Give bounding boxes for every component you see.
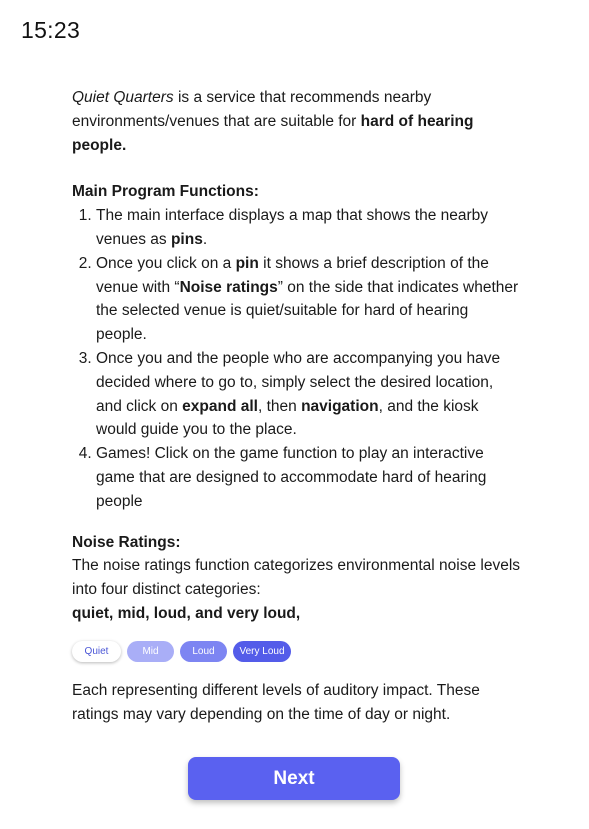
list-item-text: it shows a brief description of the venue with “ bbox=[96, 254, 489, 296]
intro-emphasis: hard of hearing people. bbox=[72, 112, 474, 154]
noise-rating-chips bbox=[72, 641, 522, 662]
noise-categories bbox=[72, 602, 522, 626]
list-item bbox=[96, 252, 522, 347]
intro-paragraph bbox=[72, 86, 522, 157]
list-item bbox=[96, 204, 522, 252]
list-item-text: , then bbox=[257, 397, 302, 415]
list-item-emphasis: pin bbox=[235, 254, 259, 272]
status-bar-time: 15:23 bbox=[21, 17, 81, 43]
chip-loud: Loud bbox=[180, 641, 227, 662]
list-item-text: Once you and the people who are accompanying you have decided where to go to, simply select the desired location, and click on bbox=[96, 349, 501, 415]
list-item-text: The main interface displays a map that shows the nearby venues as bbox=[96, 207, 489, 248]
list-item-emphasis: pins bbox=[170, 230, 203, 248]
intro-text: is a service that recommends nearby environments/venues that are suitable for bbox=[72, 89, 432, 130]
chip-quiet: Quiet bbox=[72, 641, 121, 662]
list-item-text: Games! Click on the game function to play an interactive game that are designed to accommodate hard of hearing people bbox=[96, 445, 487, 510]
list-item-text: ” on the side that indicates whether the selected venue is quiet/suitable for hard of hearing people. bbox=[96, 278, 519, 344]
chip-mid: Mid bbox=[127, 641, 174, 662]
list-item-text: , and the kiosk would guide you to the place. bbox=[96, 397, 479, 439]
chip-very-loud: Very Loud bbox=[233, 641, 291, 662]
list-item-text: Once you click on a bbox=[96, 254, 236, 272]
noise-ratings-footer: Each representing different levels of auditory impact. These ratings may vary depending on the time of day or night. bbox=[72, 681, 480, 723]
list-item-emphasis: navigation bbox=[301, 397, 379, 415]
functions-heading: Main Program Functions: bbox=[72, 183, 259, 201]
noise-ratings-heading: Noise Ratings: bbox=[72, 533, 181, 551]
noise-categories-tail: , bbox=[295, 604, 301, 622]
service-name: Quiet Quarters bbox=[72, 89, 174, 106]
list-item bbox=[96, 347, 522, 442]
list-item-emphasis: Noise ratings bbox=[179, 278, 278, 296]
list-item-emphasis: expand all bbox=[182, 397, 258, 415]
list-item-text: . bbox=[202, 230, 208, 248]
info-content bbox=[72, 86, 522, 726]
functions-list bbox=[72, 204, 522, 513]
noise-categories-list: quiet, mid, loud, and very loud bbox=[72, 604, 296, 622]
next-button[interactable]: Next bbox=[188, 757, 400, 800]
noise-ratings-description: The noise ratings function categorizes environmental noise levels into four distinct categories: bbox=[72, 557, 521, 599]
list-item bbox=[96, 442, 522, 513]
